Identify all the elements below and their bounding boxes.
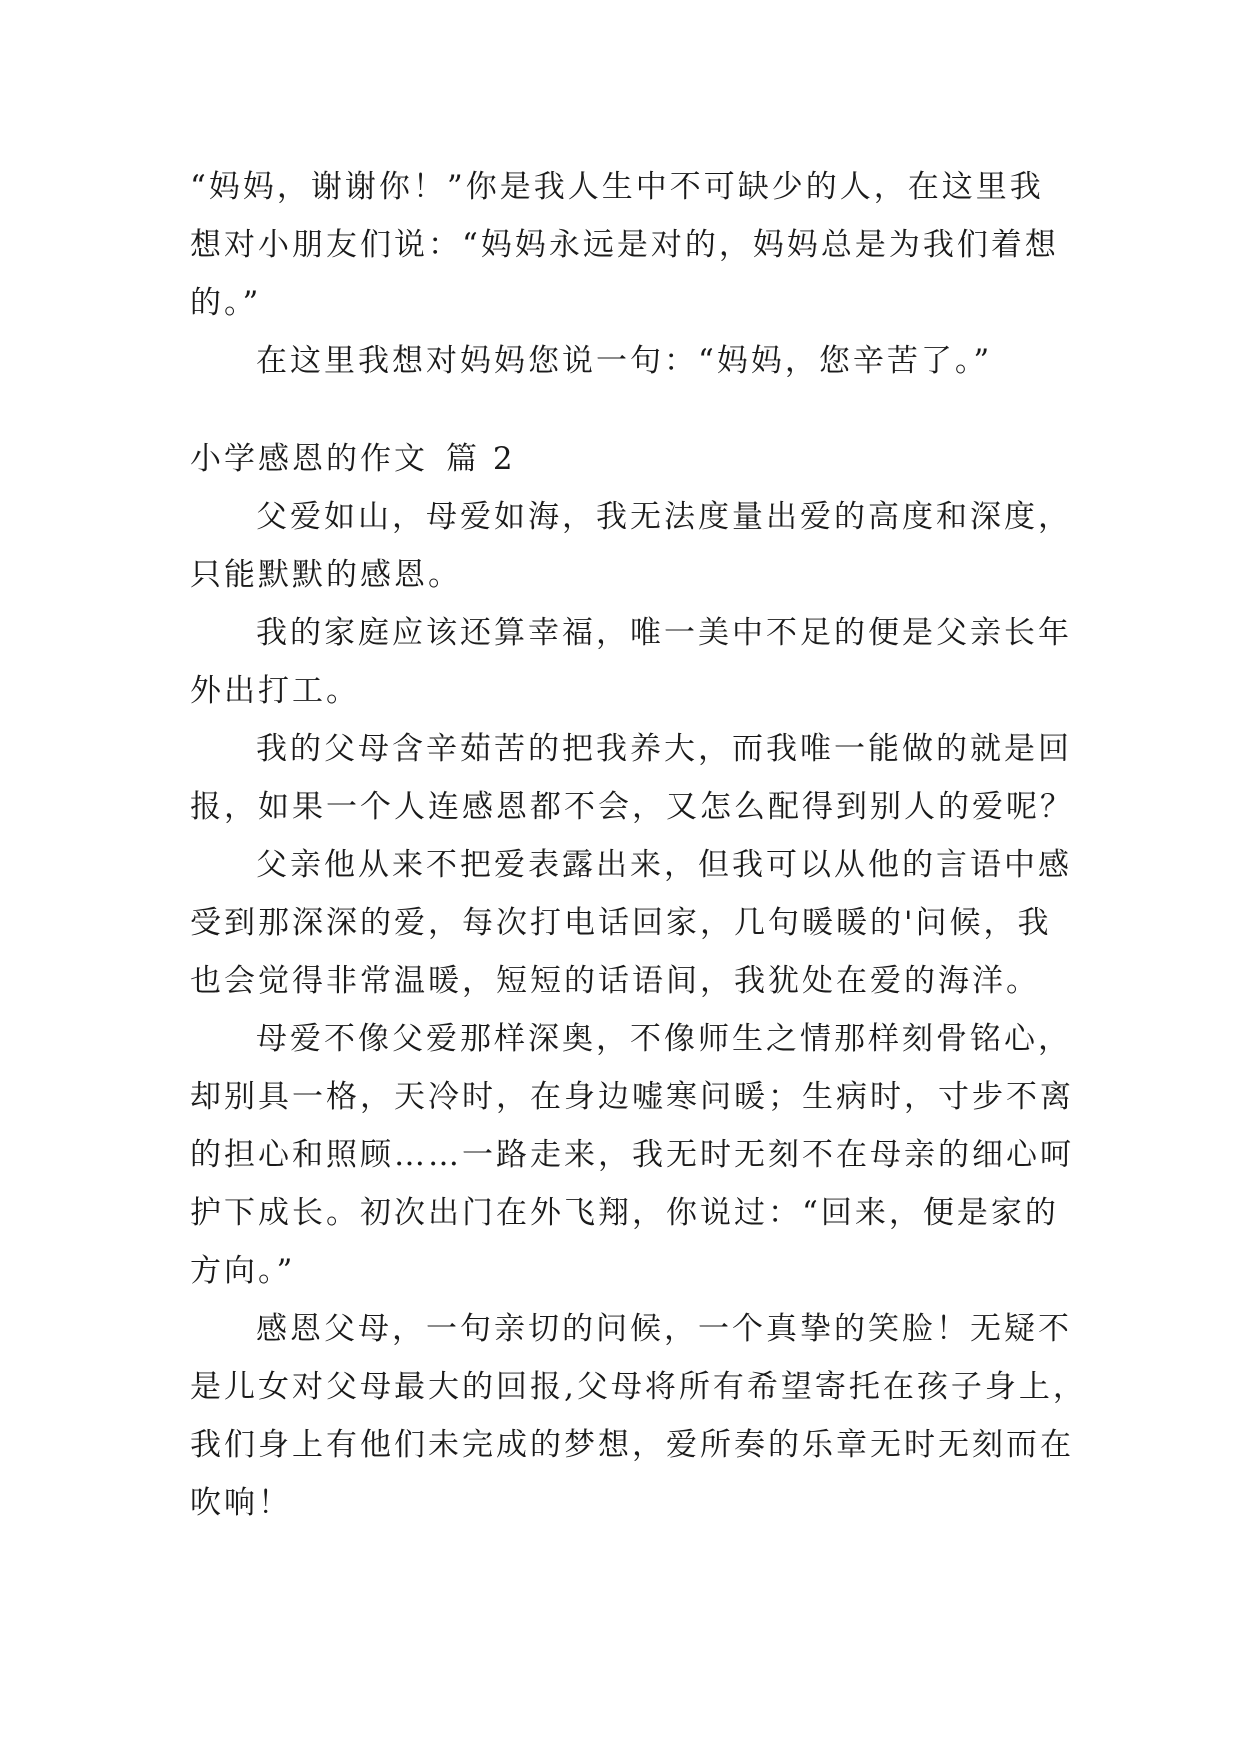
paragraph [190, 720, 1074, 836]
text-line: 我的家庭应该还算幸福，唯一美中不足的便是父亲长年 [256, 615, 1072, 651]
paragraph [190, 332, 1050, 390]
section-spacer [190, 390, 1050, 430]
paragraph [190, 836, 1072, 1010]
text-line: 父爱如山，母爱如海，我无法度量出爱的高度和深度， [256, 499, 1072, 535]
text-line: 父亲他从来不把爱表露出来，但我可以从他的言语中感 [256, 847, 1072, 883]
text-line: 只能默默的感恩。 [190, 557, 462, 593]
text-line: 在这里我想对妈妈您说一句：“妈妈，您辛苦了。” [256, 343, 993, 379]
text-line: 感恩父母，一句亲切的问候，一个真挚的笑脸！无疑不 [256, 1311, 1072, 1347]
text-line: 护下成长。初次出门在外飞翔，你说过：“回来，便是家的 [190, 1195, 1059, 1231]
text-line: 却别具一格，天冷时，在身边嘘寒问暖；生病时，寸步不离 [190, 1079, 1074, 1115]
text-line: 的。” [190, 285, 262, 321]
text-line: “妈妈，谢谢你！”你是我人生中不可缺少的人，在这里我 [190, 169, 1044, 205]
section-heading [190, 430, 1050, 488]
paragraph [190, 488, 1072, 604]
paragraph [190, 1010, 1074, 1300]
paragraph [190, 1300, 1087, 1532]
text-line: 报，如果一个人连感恩都不会，又怎么配得到别人的爱呢？ [190, 789, 1074, 825]
text-line: 母爱不像父爱那样深奥，不像师生之情那样刻骨铭心， [256, 1021, 1072, 1057]
text-line: 我们身上有他们未完成的梦想，爱所奏的乐章无时无刻而在 [190, 1427, 1074, 1463]
text-line: 受到那深深的爱，每次打电话回家，几句暖暖的'问候，我 [190, 905, 1052, 941]
text-line: 吹响！ [190, 1485, 292, 1521]
heading-number: 篇 2 [446, 441, 516, 477]
text-line: 的担心和照顾……一路走来，我无时无刻不在母亲的细心呵 [190, 1137, 1074, 1173]
heading-title: 小学感恩的作文 [190, 441, 428, 477]
paragraph [190, 158, 1059, 332]
paragraph [190, 604, 1072, 720]
text-line: 我的父母含辛茹苦的把我养大，而我唯一能做的就是回 [256, 731, 1072, 767]
text-line: 外出打工。 [190, 673, 360, 709]
text-line: 想对小朋友们说：“妈妈永远是对的，妈妈总是为我们着想 [190, 227, 1059, 263]
document-body [190, 158, 1087, 1532]
text-line: 是儿女对父母最大的回报,父母将所有希望寄托在孩子身上， [190, 1369, 1087, 1405]
text-line: 也会觉得非常温暖，短短的话语间，我犹处在爱的海洋。 [190, 963, 1040, 999]
text-line: 方向。” [190, 1253, 296, 1289]
